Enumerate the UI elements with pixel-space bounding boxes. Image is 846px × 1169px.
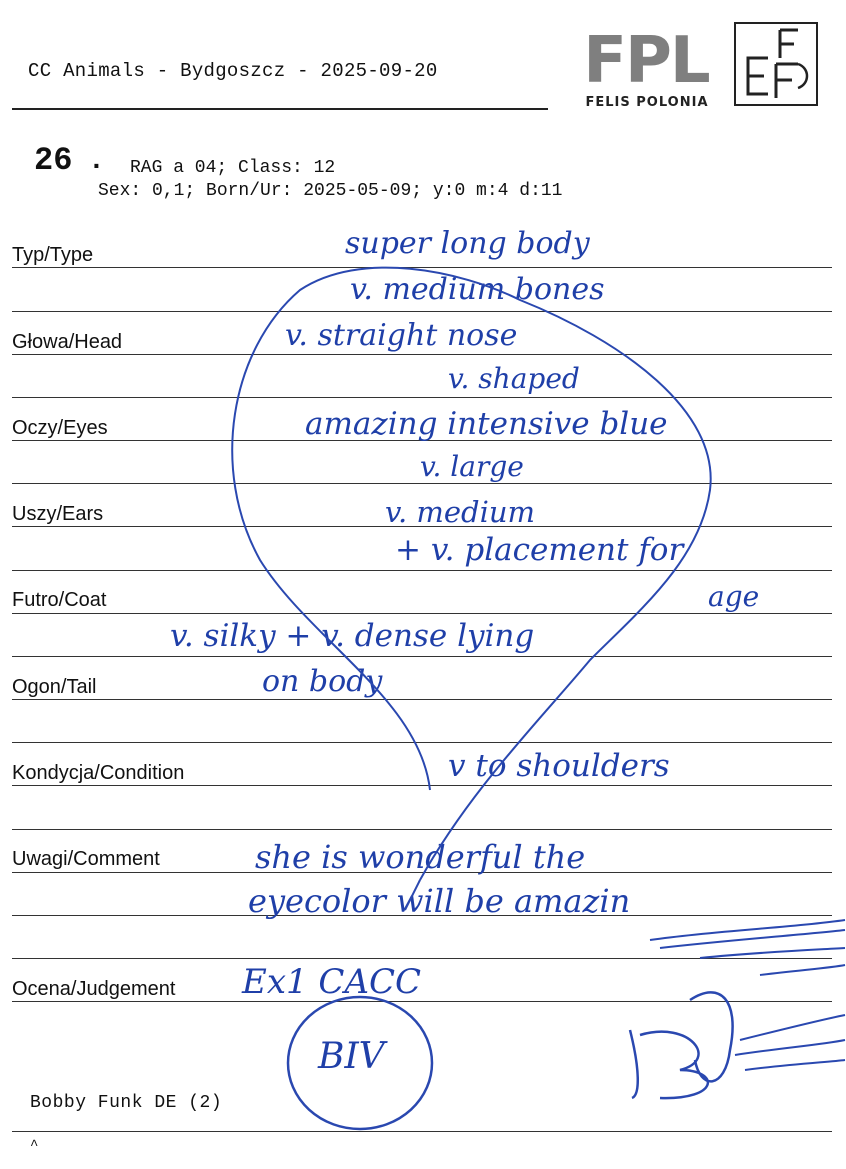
rule-line xyxy=(12,311,832,312)
label-comment: Uwagi/Comment xyxy=(12,848,160,870)
footer-mark: ^ xyxy=(30,1138,39,1154)
rule-line xyxy=(12,483,832,484)
handwritten-judgement: Ex1 CACC xyxy=(242,962,422,1002)
label-judgement: Ocena/Judgement xyxy=(12,978,176,1000)
judge-name: Bobby Funk DE (2) xyxy=(30,1093,223,1113)
label-head: Głowa/Head xyxy=(12,331,123,353)
fife-logo-icon xyxy=(734,22,818,106)
entry-number-dot: . xyxy=(88,146,105,177)
rule-line xyxy=(12,742,832,743)
rule-line xyxy=(12,829,832,830)
handwritten-ears-1: v. medium xyxy=(385,495,536,529)
label-coat: Futro/Coat xyxy=(12,589,107,611)
rule-line xyxy=(12,699,832,700)
handwritten-biv: BIV xyxy=(318,1036,385,1077)
handwritten-head-2: v. shaped xyxy=(448,362,580,395)
rule-line xyxy=(12,656,832,657)
fpl-logo: FPL xyxy=(583,24,709,98)
handwritten-coat-1: v. silky + v. dense lying xyxy=(170,618,535,654)
rule-line xyxy=(12,267,832,268)
handwritten-eyes-1: amazing intensive blue xyxy=(305,406,668,442)
handwritten-comment-2: eyecolor will be amazin xyxy=(248,882,631,920)
label-eyes: Oczy/Eyes xyxy=(12,417,108,439)
handwritten-ears-2: + v. placement for xyxy=(395,532,684,568)
rule-line xyxy=(12,785,832,786)
handwritten-tail-1: on body xyxy=(262,664,383,699)
label-tail: Ogon/Tail xyxy=(12,676,97,698)
handwritten-eyes-2: v. large xyxy=(420,450,524,483)
rule-line xyxy=(12,397,832,398)
rule-line xyxy=(12,1001,832,1002)
rule-line xyxy=(12,354,832,355)
rule-line xyxy=(12,1131,832,1132)
label-type: Typ/Type xyxy=(12,244,94,266)
handwritten-condition-1: v to shoulders xyxy=(448,748,670,784)
label-ears: Uszy/Ears xyxy=(12,503,104,525)
label-condition: Kondycja/Condition xyxy=(12,762,185,784)
handwritten-type-1: super long body xyxy=(345,226,590,261)
show-title: CC Animals - Bydgoszcz - 2025-09-20 xyxy=(28,60,438,82)
rule-line xyxy=(12,958,832,959)
header-divider xyxy=(12,108,548,110)
handwritten-comment-1: she is wonderful the xyxy=(255,838,586,876)
felis-polonia-label: FELIS POLONIA xyxy=(585,95,709,110)
rule-line xyxy=(12,570,832,571)
rule-line xyxy=(12,613,832,614)
entry-sex-born: Sex: 0,1; Born/Ur: 2025-05-09; y:0 m:4 d:11 xyxy=(98,181,563,201)
handwritten-ears-3: age xyxy=(708,580,760,613)
handwritten-head-1: v. straight nose xyxy=(285,318,518,353)
entry-number: 26 xyxy=(34,142,73,179)
entry-breed-class: RAG a 04; Class: 12 xyxy=(130,158,336,178)
handwritten-type-2: v. medium bones xyxy=(350,272,605,307)
